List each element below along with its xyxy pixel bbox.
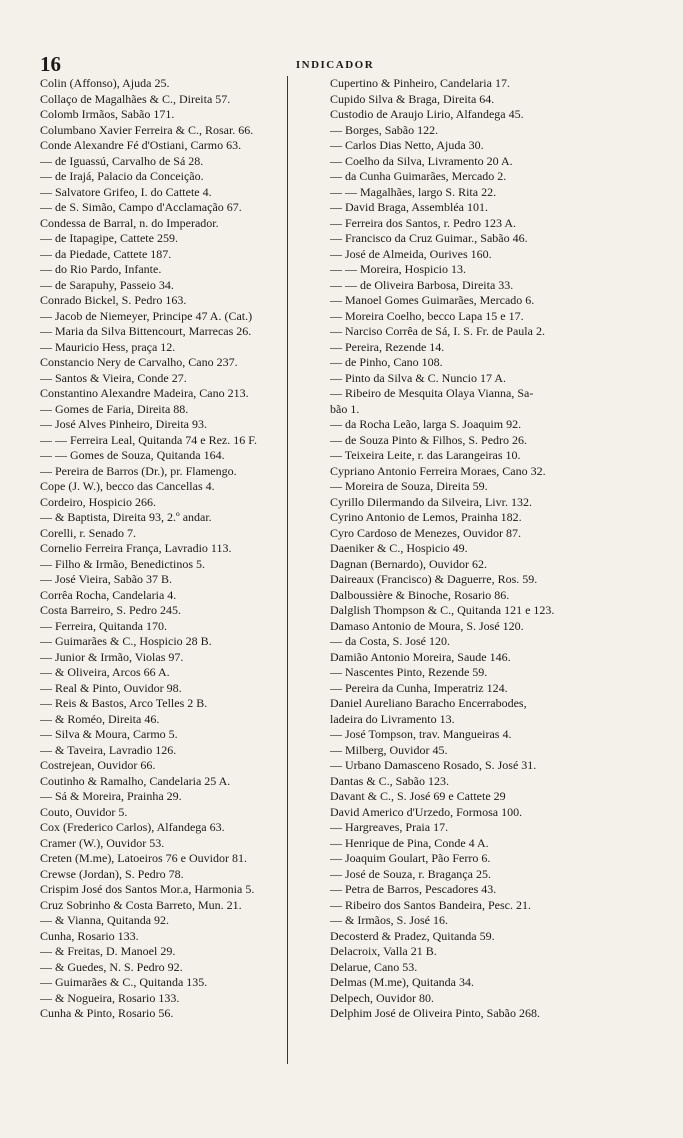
directory-entry: — & Taveira, Lavradio 126.: [40, 742, 177, 757]
directory-entry: Creten (M.me), Latoeiros 76 e Ouvidor 81.: [40, 851, 247, 865]
directory-entry: — da Rocha Leão, larga S. Joaquim 92.: [330, 417, 522, 431]
directory-entry: — José Vieira, Sabão 37 B.: [40, 572, 173, 586]
directory-entry: Cordeiro, Hospicio 266.: [40, 494, 156, 509]
directory-entry: Delphim José de Oliveira Pinto, Sabão 268.: [330, 1006, 540, 1020]
directory-entry: Delmas (M.me), Quitanda 34.: [330, 975, 474, 989]
directory-entry: Cunha & Pinto, Rosario 56.: [40, 1006, 174, 1020]
directory-entry: — José de Almeida, Ourives 160.: [330, 246, 492, 261]
page-number: 16: [40, 52, 61, 76]
directory-entry: — Junior & Irmão, Violas 97.: [40, 649, 184, 664]
directory-entry: Costa Barreiro, S. Pedro 245.: [40, 603, 181, 617]
directory-entry: Dalglish Thompson & C., Quitanda 121 e 123.: [330, 603, 555, 617]
directory-entry: Corelli, r. Senado 7.: [40, 525, 136, 540]
directory-entry: — & Guedes, N. S. Pedro 92.: [40, 959, 183, 974]
directory-entry: Conrado Bickel, S. Pedro 163.: [40, 293, 187, 307]
directory-entry: Cyro Cardoso de Menezes, Ouvidor 87.: [330, 525, 521, 540]
directory-entry: — Mauricio Hess, praça 12.: [40, 339, 176, 354]
directory-entry: Cruz Sobrinho & Costa Barreto, Mun. 21.: [40, 897, 242, 912]
directory-entry: Davant & C., S. José 69 e Cattete 29: [330, 789, 506, 803]
directory-entry: — Filho & Irmão, Benedictinos 5.: [40, 556, 205, 571]
directory-entry: Corrêa Rocha, Candelaria 4.: [40, 587, 177, 602]
directory-entry: — Pereira da Cunha, Imperatriz 124.: [330, 680, 508, 695]
directory-entry: — David Braga, Assembléa 101.: [330, 200, 488, 214]
directory-entry: — Francisco da Cruz Guimar., Sabão 46.: [330, 231, 528, 245]
directory-entry: — de Itapagipe, Cattete 259.: [40, 231, 178, 245]
page-header: [40, 52, 630, 76]
directory-entry: — do Rio Pardo, Infante.: [40, 262, 162, 276]
directory-entry: Dagnan (Bernardo), Ouvidor 62.: [330, 556, 487, 571]
directory-entry: Cypriano Antonio Ferreira Moraes, Cano 32.: [330, 463, 546, 478]
directory-entry: Collaço de Magalhães & C., Direita 57.: [40, 91, 231, 106]
directory-entry: Delarue, Cano 53.: [330, 959, 418, 974]
directory-entry: — & Baptista, Direita 93, 2.º andar.: [40, 510, 212, 524]
directory-entry: — Santos & Vieira, Conde 27.: [40, 370, 187, 385]
directory-entry: — Pereira de Barros (Dr.), pr. Flamengo.: [40, 463, 237, 478]
directory-entry: Custodio de Araujo Lirio, Alfandega 45.: [330, 107, 524, 121]
directory-entry: Couto, Ouvidor 5.: [40, 804, 128, 819]
right-column: [330, 76, 635, 1022]
directory-entry: — da Piedade, Cattete 187.: [40, 246, 172, 261]
directory-entry: — & Roméo, Direita 46.: [40, 711, 160, 726]
directory-entry: — — Gomes de Souza, Quitanda 164.: [40, 448, 225, 462]
directory-entry: Daireaux (Francisco) & Daguerre, Ros. 59.: [330, 572, 538, 586]
directory-entry: Delacroix, Valla 21 B.: [330, 944, 437, 958]
directory-entry: — Salvatore Grifeo, I. do Cattete 4.: [40, 184, 212, 199]
directory-entry: — Gomes de Faria, Direita 88.: [40, 401, 189, 416]
directory-entry: — de Irajá, Palacio da Conceição.: [40, 169, 204, 183]
directory-entry: — Urbano Damasceno Rosado, S. José 31.: [330, 758, 537, 772]
directory-entry: bão 1.: [330, 401, 360, 416]
directory-entry: Cyrino Antonio de Lemos, Prainha 182.: [330, 510, 522, 524]
directory-entry: — Moreira de Souza, Direita 59.: [330, 479, 488, 493]
directory-entry: — Joaquim Goulart, Pão Ferro 6.: [330, 851, 491, 865]
directory-entry: — Pinto da Silva & C. Nuncio 17 A.: [330, 370, 507, 385]
directory-entry: Damião Antonio Moreira, Saude 146.: [330, 649, 511, 664]
directory-entry: — Maria da Silva Bittencourt, Marrecas 26.: [40, 324, 252, 338]
page-title: INDICADOR: [295, 59, 375, 71]
directory-entry: — & Oliveira, Arcos 66 A.: [40, 665, 170, 679]
directory-entry: — de S. Simão, Campo d'Acclamação 67.: [40, 200, 242, 214]
directory-entry: Constancio Nery de Carvalho, Cano 237.: [40, 355, 238, 369]
directory-entry: Dalboussière & Binoche, Rosario 86.: [330, 587, 510, 602]
directory-entry: — Ribeiro de Mesquita Olaya Vianna, Sa-: [330, 386, 534, 400]
directory-entry: — da Costa, S. José 120.: [330, 634, 450, 648]
directory-entry: — Hargreaves, Praia 17.: [330, 820, 449, 834]
directory-entry: Cyrillo Dilermando da Silveira, Livr. 132.: [330, 494, 532, 509]
directory-entry: — Jacob de Niemeyer, Principe 47 A. (Cat.): [40, 308, 253, 323]
directory-entry: — Coelho da Silva, Livramento 20 A.: [330, 153, 513, 168]
directory-entry: ladeira do Livramento 13.: [330, 711, 455, 726]
directory-entry: — José de Souza, r. Bragança 25.: [330, 866, 491, 881]
directory-entry: — Nascentes Pinto, Rezende 59.: [330, 665, 488, 679]
directory-entry: — — Moreira, Hospicio 13.: [330, 262, 466, 276]
directory-entry: Daniel Aureliano Baracho Encerrabodes,: [330, 696, 527, 710]
directory-entry: — Teixeira Leite, r. das Larangeiras 10.: [330, 448, 521, 462]
directory-entry: Columbano Xavier Ferreira & C., Rosar. 66.: [40, 122, 254, 137]
directory-entry: — Borges, Sabão 122.: [330, 122, 439, 137]
directory-entry: — Guimarães & C., Quitanda 135.: [40, 975, 208, 989]
directory-entry: — & Irmãos, S. José 16.: [330, 913, 448, 927]
directory-entry: — Guimarães & C., Hospicio 28 B.: [40, 634, 212, 648]
directory-entry: Crispim José dos Santos Mor.a, Harmonia 5.: [40, 882, 255, 896]
directory-entry: Cox (Frederico Carlos), Alfandega 63.: [40, 820, 225, 834]
directory-entry: — Ferreira dos Santos, r. Pedro 123 A.: [330, 215, 516, 230]
directory-entry: — José Tompson, trav. Mangueiras 4.: [330, 727, 512, 741]
directory-entry: Cunha, Rosario 133.: [40, 928, 139, 943]
directory-entry: Cupertino & Pinheiro, Candelaria 17.: [330, 76, 510, 90]
directory-entry: — & Freitas, D. Manoel 29.: [40, 944, 176, 958]
directory-entry: Cramer (W.), Ouvidor 53.: [40, 835, 165, 850]
directory-entry: — Moreira Coelho, becco Lapa 15 e 17.: [330, 308, 524, 323]
directory-entry: — Henrique de Pina, Conde 4 A.: [330, 835, 489, 850]
directory-entry: — Manoel Gomes Guimarães, Mercado 6.: [330, 293, 535, 307]
directory-entry: Crewse (Jordan), S. Pedro 78.: [40, 866, 184, 881]
directory-entry: Cupido Silva & Braga, Direita 64.: [330, 91, 495, 106]
directory-entry: Coutinho & Ramalho, Candelaria 25 A.: [40, 773, 231, 788]
directory-entry: Decosterd & Pradez, Quitanda 59.: [330, 928, 495, 943]
directory-entry: — da Cunha Guimarães, Mercado 2.: [330, 169, 507, 183]
directory-entry: Colin (Affonso), Ajuda 25.: [40, 76, 170, 90]
directory-entry: — de Pinho, Cano 108.: [330, 355, 443, 369]
directory-entry: — — Ferreira Leal, Quitanda 74 e Rez. 16 F.: [40, 432, 257, 447]
directory-entry: David Americo d'Urzedo, Formosa 100.: [330, 804, 523, 819]
directory-entry: Cope (J. W.), becco das Cancellas 4.: [40, 479, 215, 493]
directory-entry: — Narciso Corrêa de Sá, I. S. Fr. de Paula 2.: [330, 324, 545, 338]
directory-entry: — Milberg, Ouvidor 45.: [330, 742, 448, 757]
directory-entry: — & Nogueira, Rosario 133.: [40, 990, 180, 1005]
directory-entry: — Ferreira, Quitanda 170.: [40, 618, 167, 633]
directory-entry: — — Magalhães, largo S. Rita 22.: [330, 184, 497, 199]
directory-entry: Damaso Antonio de Moura, S. José 120.: [330, 618, 524, 633]
left-column: [40, 76, 326, 1022]
directory-entry: — de Sarapuhy, Passeio 34.: [40, 277, 174, 292]
directory-entry: — Real & Pinto, Ouvidor 98.: [40, 680, 182, 695]
directory-entry: — José Alves Pinheiro, Direita 93.: [40, 417, 207, 431]
directory-entry: — de Souza Pinto & Filhos, S. Pedro 26.: [330, 432, 528, 447]
directory-entry: Costrejean, Ouvidor 66.: [40, 758, 156, 772]
directory-entry: — Pereira, Rezende 14.: [330, 339, 445, 354]
directory-entry: Delpech, Ouvidor 80.: [330, 990, 434, 1005]
directory-entry: — Sá & Moreira, Prainha 29.: [40, 789, 182, 803]
directory-entry: — Ribeiro dos Santos Bandeira, Pesc. 21.: [330, 897, 531, 912]
directory-entry: — Carlos Dias Netto, Ajuda 30.: [330, 138, 484, 152]
directory-entry: — Reis & Bastos, Arco Telles 2 B.: [40, 696, 208, 710]
directory-entry: Constantino Alexandre Madeira, Cano 213.: [40, 386, 249, 400]
directory-entry: Dantas & C., Sabão 123.: [330, 773, 449, 788]
directory-entry: — Petra de Barros, Pescadores 43.: [330, 882, 497, 896]
directory-entry: Daeniker & C., Hospicio 49.: [330, 541, 468, 555]
directory-entry: Cornelio Ferreira França, Lavradio 113.: [40, 541, 232, 555]
directory-entry: — & Vianna, Quitanda 92.: [40, 913, 170, 927]
directory-entry: Conde Alexandre Fé d'Ostiani, Carmo 63.: [40, 138, 242, 152]
directory-entry: — de Iguassú, Carvalho de Sá 28.: [40, 153, 204, 168]
directory-entry: — — de Oliveira Barbosa, Direita 33.: [330, 277, 514, 292]
directory-entry: — Silva & Moura, Carmo 5.: [40, 727, 178, 741]
directory-entry: Colomb Irmãos, Sabão 171.: [40, 107, 175, 121]
directory-entry: Condessa de Barral, n. do Imperador.: [40, 215, 219, 230]
